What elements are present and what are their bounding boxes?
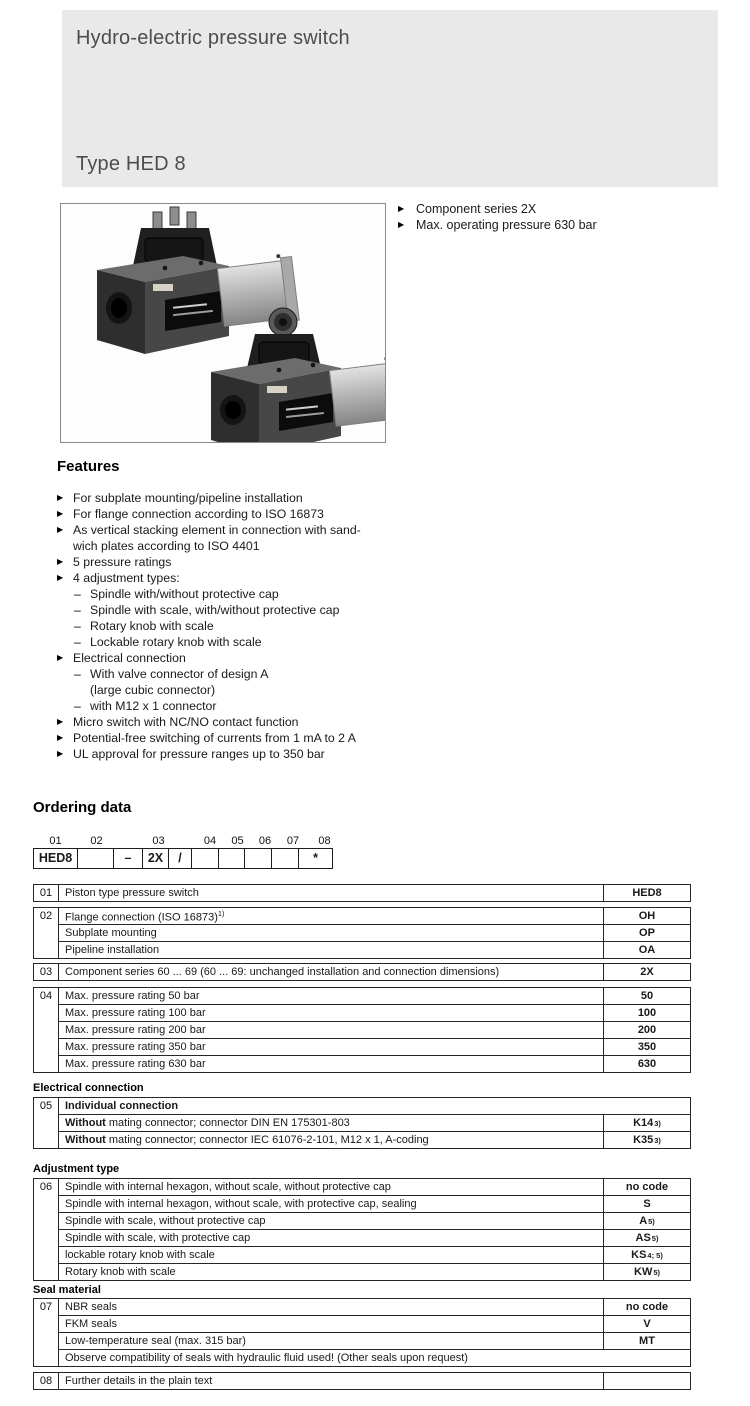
table-row xyxy=(59,1246,690,1263)
code-position-label: 08 xyxy=(318,835,331,847)
bullet-arrow-icon: ▶ xyxy=(398,220,405,229)
feature-text: For flange connection according to ISO 16873 xyxy=(73,507,324,521)
ordering-code-boxes xyxy=(33,848,333,869)
option-description: Spindle with internal hexagon, without scale, without protective cap xyxy=(65,1180,391,1193)
option-code: KS 4; 5) xyxy=(603,1247,690,1263)
table-row xyxy=(59,1315,690,1332)
code-position-label: 02 xyxy=(90,835,103,847)
option-description: NBR seals xyxy=(65,1300,117,1313)
ordering-table-05 xyxy=(33,1097,691,1149)
type-subtitle: Type HED 8 xyxy=(76,153,186,175)
section-heading-seal-material: Seal material xyxy=(33,1284,101,1296)
list-item xyxy=(57,714,427,730)
list-item xyxy=(57,698,427,714)
feature-text: 4 adjustment types: xyxy=(73,571,180,585)
bullet-arrow-icon: ▶ xyxy=(57,525,64,534)
page-title: Hydro-electric pressure switch xyxy=(76,27,350,49)
highlights-list xyxy=(398,201,597,233)
option-code: K35 3) xyxy=(603,1132,690,1148)
table-row xyxy=(59,1195,690,1212)
code-box: 2X xyxy=(142,848,169,869)
ordering-table-08 xyxy=(33,1372,691,1390)
list-item xyxy=(57,506,427,522)
option-description: Piston type pressure switch xyxy=(65,886,199,899)
option-code: 630 xyxy=(603,1056,690,1072)
list-item xyxy=(57,490,427,506)
table-row xyxy=(59,924,690,941)
table-row xyxy=(59,1373,690,1389)
ordering-table-04 xyxy=(33,987,691,1073)
option-description: Spindle with scale, without protective cap xyxy=(65,1214,266,1227)
table-row xyxy=(59,988,690,1004)
table-position-number: 07 xyxy=(34,1299,59,1366)
option-code: MT xyxy=(603,1333,690,1349)
table-row xyxy=(59,1212,690,1229)
list-item xyxy=(57,522,427,554)
code-position-label: 07 xyxy=(286,835,300,847)
feature-text: With valve connector of design A (large cubic connector) xyxy=(90,667,269,697)
option-code: OH xyxy=(603,908,690,924)
code-box xyxy=(191,848,219,869)
option-description: Max. pressure rating 200 bar xyxy=(65,1023,206,1036)
option-code: no code xyxy=(603,1299,690,1315)
bullet-dash-icon: – xyxy=(74,667,81,681)
bullet-arrow-icon: ▶ xyxy=(57,717,64,726)
bullet-arrow-icon: ▶ xyxy=(57,573,64,582)
list-item xyxy=(57,554,427,570)
feature-text: Potential-free switching of currents from 1 mA to 2 A xyxy=(73,731,356,745)
bullet-dash-icon: – xyxy=(74,699,81,713)
table-row xyxy=(59,1004,690,1021)
list-item xyxy=(57,746,427,762)
table-row xyxy=(59,1229,690,1246)
list-item xyxy=(57,634,427,650)
list-item xyxy=(398,217,597,233)
ordering-table-07 xyxy=(33,1298,691,1367)
code-position-label: 06 xyxy=(258,835,272,847)
option-code: AS 5) xyxy=(603,1230,690,1246)
option-description: Observe compatibility of seals with hydraulic fluid used! (Other seals upon request) xyxy=(65,1351,468,1364)
ordering-table-01 xyxy=(33,884,691,902)
section-heading-adjustment-type: Adjustment type xyxy=(33,1163,120,1175)
header-banner xyxy=(62,10,718,187)
table-row xyxy=(59,1332,690,1349)
option-code: OP xyxy=(603,925,690,941)
bullet-dash-icon: – xyxy=(74,619,81,633)
code-box xyxy=(271,848,299,869)
table-row xyxy=(59,1038,690,1055)
option-description: lockable rotary knob with scale xyxy=(65,1248,215,1261)
table-position-number: 06 xyxy=(34,1179,59,1280)
table-position-number: 04 xyxy=(34,988,59,1072)
table-row xyxy=(59,1179,690,1195)
feature-text: UL approval for pressure ranges up to 350 bar xyxy=(73,747,325,761)
table-row xyxy=(59,1349,690,1366)
code-box xyxy=(244,848,272,869)
feature-text: Rotary knob with scale xyxy=(90,619,214,633)
table-row xyxy=(59,941,690,958)
table-position-number: 03 xyxy=(34,964,59,980)
option-code: 100 xyxy=(603,1005,690,1021)
feature-text: Spindle with scale, with/without protective cap xyxy=(90,603,340,617)
ordering-code-position-labels xyxy=(33,835,342,847)
option-code: S xyxy=(603,1196,690,1212)
ordering-data-heading: Ordering data xyxy=(33,799,132,816)
feature-text: Lockable rotary knob with scale xyxy=(90,635,262,649)
code-position-label: 04 xyxy=(203,835,217,847)
code-position-label: 05 xyxy=(231,835,244,847)
option-description: Spindle with scale, with protective cap xyxy=(65,1231,251,1244)
list-item xyxy=(57,618,427,634)
feature-text: Micro switch with NC/NO contact function xyxy=(73,715,299,729)
table-position-number: 02 xyxy=(34,908,59,958)
option-code: KW 5) xyxy=(603,1264,690,1280)
option-description: Max. pressure rating 350 bar xyxy=(65,1040,206,1053)
list-item xyxy=(57,666,427,698)
code-box: / xyxy=(168,848,192,869)
bullet-arrow-icon: ▶ xyxy=(57,557,64,566)
code-box: * xyxy=(298,848,333,869)
code-position-label: 01 xyxy=(49,835,62,847)
option-code: OA xyxy=(603,942,690,958)
code-box: – xyxy=(113,848,143,869)
table-row xyxy=(59,1055,690,1072)
feature-text: with M12 x 1 connector xyxy=(90,699,217,713)
feature-text: For subplate mounting/pipeline installation xyxy=(73,491,303,505)
option-code xyxy=(603,1373,690,1389)
bullet-arrow-icon: ▶ xyxy=(57,749,64,758)
bullet-arrow-icon: ▶ xyxy=(57,733,64,742)
table-row xyxy=(59,1114,690,1131)
option-code: 350 xyxy=(603,1039,690,1055)
list-item xyxy=(57,730,427,746)
option-code: V xyxy=(603,1316,690,1332)
table-row xyxy=(59,964,690,980)
bullet-arrow-icon: ▶ xyxy=(398,204,405,213)
table-row xyxy=(59,1098,690,1114)
product-image xyxy=(61,204,385,442)
feature-text: 5 pressure ratings xyxy=(73,555,172,569)
option-description: Flange connection (ISO 16873)$^{1)}$ xyxy=(65,909,225,924)
option-code: no code xyxy=(603,1179,690,1195)
option-description: Subplate mounting xyxy=(65,926,157,939)
bullet-arrow-icon: ▶ xyxy=(57,653,64,662)
option-code: 50 xyxy=(603,988,690,1004)
option-code: 200 xyxy=(603,1022,690,1038)
product-image-frame xyxy=(60,203,386,443)
code-box xyxy=(218,848,245,869)
feature-text: Spindle with/without protective cap xyxy=(90,587,279,601)
code-box: HED8 xyxy=(33,848,78,869)
table-row xyxy=(59,1299,690,1315)
bullet-dash-icon: – xyxy=(74,587,81,601)
option-description: FKM seals xyxy=(65,1317,117,1330)
code-position-label: 03 xyxy=(152,835,165,847)
bullet-arrow-icon: ▶ xyxy=(57,493,64,502)
option-description: Max. pressure rating 100 bar xyxy=(65,1006,206,1019)
table-position-number: 08 xyxy=(34,1373,59,1389)
bullet-dash-icon: – xyxy=(74,635,81,649)
option-description: Max. pressure rating 50 bar xyxy=(65,989,200,1002)
option-description: Without mating connector; connector IEC 61076-2-101, M12 x 1, A-coding xyxy=(65,1133,429,1146)
list-item xyxy=(398,201,597,217)
list-item xyxy=(57,650,427,666)
list-item xyxy=(57,570,427,586)
option-description: Component series 60 ... 69 (60 ... 69: unchanged installation and connection dimensions) xyxy=(65,965,500,978)
option-description: Without mating connector; connector DIN EN 175301-803 xyxy=(65,1116,350,1129)
option-code: K14 3) xyxy=(603,1115,690,1131)
table-row xyxy=(59,885,690,901)
option-description: Low-temperature seal (max. 315 bar) xyxy=(65,1334,246,1347)
option-description: Rotary knob with scale xyxy=(65,1265,176,1278)
highlight-text: Component series 2X xyxy=(416,202,537,216)
option-description: Spindle with internal hexagon, without scale, with protective cap, sealing xyxy=(65,1197,417,1210)
table-position-number: 05 xyxy=(34,1098,59,1148)
ordering-table-02 xyxy=(33,907,691,959)
option-code: HED8 xyxy=(603,885,690,901)
list-item xyxy=(57,602,427,618)
bullet-arrow-icon: ▶ xyxy=(57,509,64,518)
code-box xyxy=(77,848,114,869)
option-code: 2X xyxy=(603,964,690,980)
ordering-table-06 xyxy=(33,1178,691,1281)
ordering-table-03 xyxy=(33,963,691,981)
option-description: Individual connection xyxy=(65,1099,179,1112)
feature-text: Electrical connection xyxy=(73,651,186,665)
features-heading: Features xyxy=(57,458,120,475)
table-row xyxy=(59,1021,690,1038)
option-description: Further details in the plain text xyxy=(65,1374,213,1387)
feature-text: As vertical stacking element in connection with sand- wich plates according to ISO 4401 xyxy=(73,523,361,553)
option-description: Pipeline installation xyxy=(65,943,160,956)
highlight-text: Max. operating pressure 630 bar xyxy=(416,218,597,232)
pressure-switch-m12 xyxy=(211,308,385,442)
features-list xyxy=(57,490,427,762)
table-row xyxy=(59,908,690,924)
option-description: Max. pressure rating 630 bar xyxy=(65,1057,206,1070)
bullet-dash-icon: – xyxy=(74,603,81,617)
code-position-label xyxy=(115,835,145,847)
section-heading-electrical-connection: Electrical connection xyxy=(33,1082,144,1094)
list-item xyxy=(57,586,427,602)
table-row xyxy=(59,1263,690,1280)
code-position-label xyxy=(172,835,196,847)
pressure-switch-din xyxy=(97,207,299,354)
option-code: A 5) xyxy=(603,1213,690,1229)
table-row xyxy=(59,1131,690,1148)
table-position-number: 01 xyxy=(34,885,59,901)
